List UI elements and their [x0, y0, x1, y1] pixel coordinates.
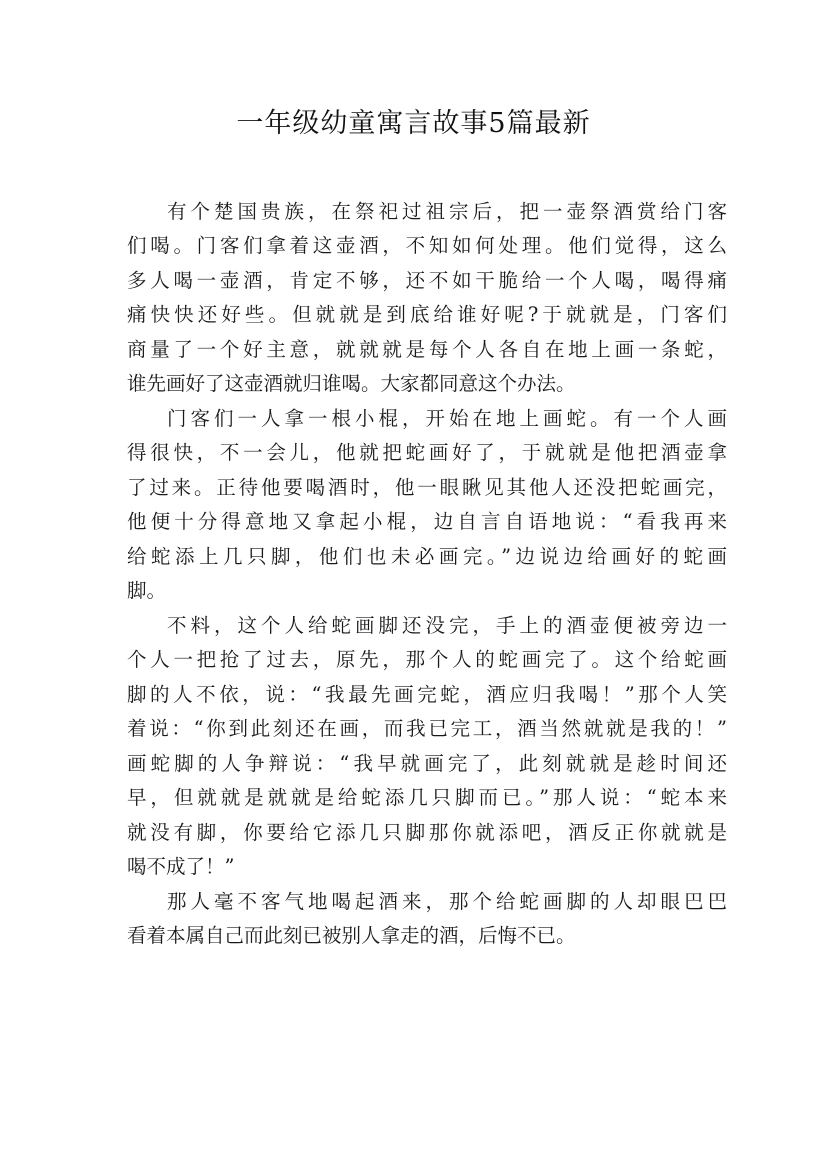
text-line: 了过来。正待他要喝酒时，他一眼瞅见其他人还没把蛇画完， [127, 476, 727, 499]
text-line: 着说：“你到此刻还在画，而我已完工，酒当然就就是我的！” [127, 717, 727, 740]
text-line: 脚。 [127, 579, 167, 602]
text-line: 不料，这个人给蛇画脚还没完，手上的酒壶便被旁边一 [167, 614, 727, 637]
text-line: 就没有脚，你要给它添几只脚那你就添吧，酒反正你就就是 [127, 821, 727, 844]
text-line: 门客们一人拿一根小棍，开始在地上画蛇。有一个人画 [167, 407, 727, 430]
text-line: 那人毫不客气地喝起酒来，那个给蛇画脚的人却眼巴巴 [167, 890, 727, 913]
text-line: 看着本属自己而此刻已被别人拿走的酒，后悔不已。 [127, 924, 576, 947]
text-line: 多人喝一壶酒，肯定不够，还不如干脆给一个人喝，喝得痛 [127, 269, 727, 292]
text-line: 得很快，不一会儿，他就把蛇画好了，于就就是他把酒壶拿 [127, 441, 727, 464]
text-line: 早，但就就是就就是给蛇添几只脚而已。”那人说：“蛇本来 [127, 786, 727, 809]
text-line: 痛快快还好些。但就就是到底给谁好呢?于就就是，门客们 [127, 303, 727, 326]
text-line: 他便十分得意地又拿起小棍，边自言自语地说：“看我再来 [127, 510, 727, 533]
text-line: 们喝。门客们拿着这壶酒，不知如何处理。他们觉得，这么 [127, 234, 727, 257]
text-line: 有个楚国贵族，在祭祀过祖宗后，把一壶祭酒赏给门客 [167, 200, 727, 223]
text-line: 给蛇添上几只脚，他们也未必画完。”边说边给画好的蛇画 [127, 545, 727, 568]
text-line: 脚的人不依，说：“我最先画完蛇，酒应归我喝！”那个人笑 [127, 683, 727, 706]
text-line: 个人一把抢了过去，原先，那个人的蛇画完了。这个给蛇画 [127, 648, 727, 671]
text-line: 谁先画好了这壶酒就归谁喝。大家都同意这个办法。 [127, 372, 576, 395]
text-line: 喝不成了！” [127, 855, 235, 878]
page-title: 一年级幼童寓言故事5篇最新 [236, 108, 591, 139]
text-line: 画蛇脚的人争辩说：“我早就画完了，此刻就就是趁时间还 [127, 752, 727, 775]
text-line: 商量了一个好主意，就就就是每个人各自在地上画一条蛇， [127, 338, 727, 361]
